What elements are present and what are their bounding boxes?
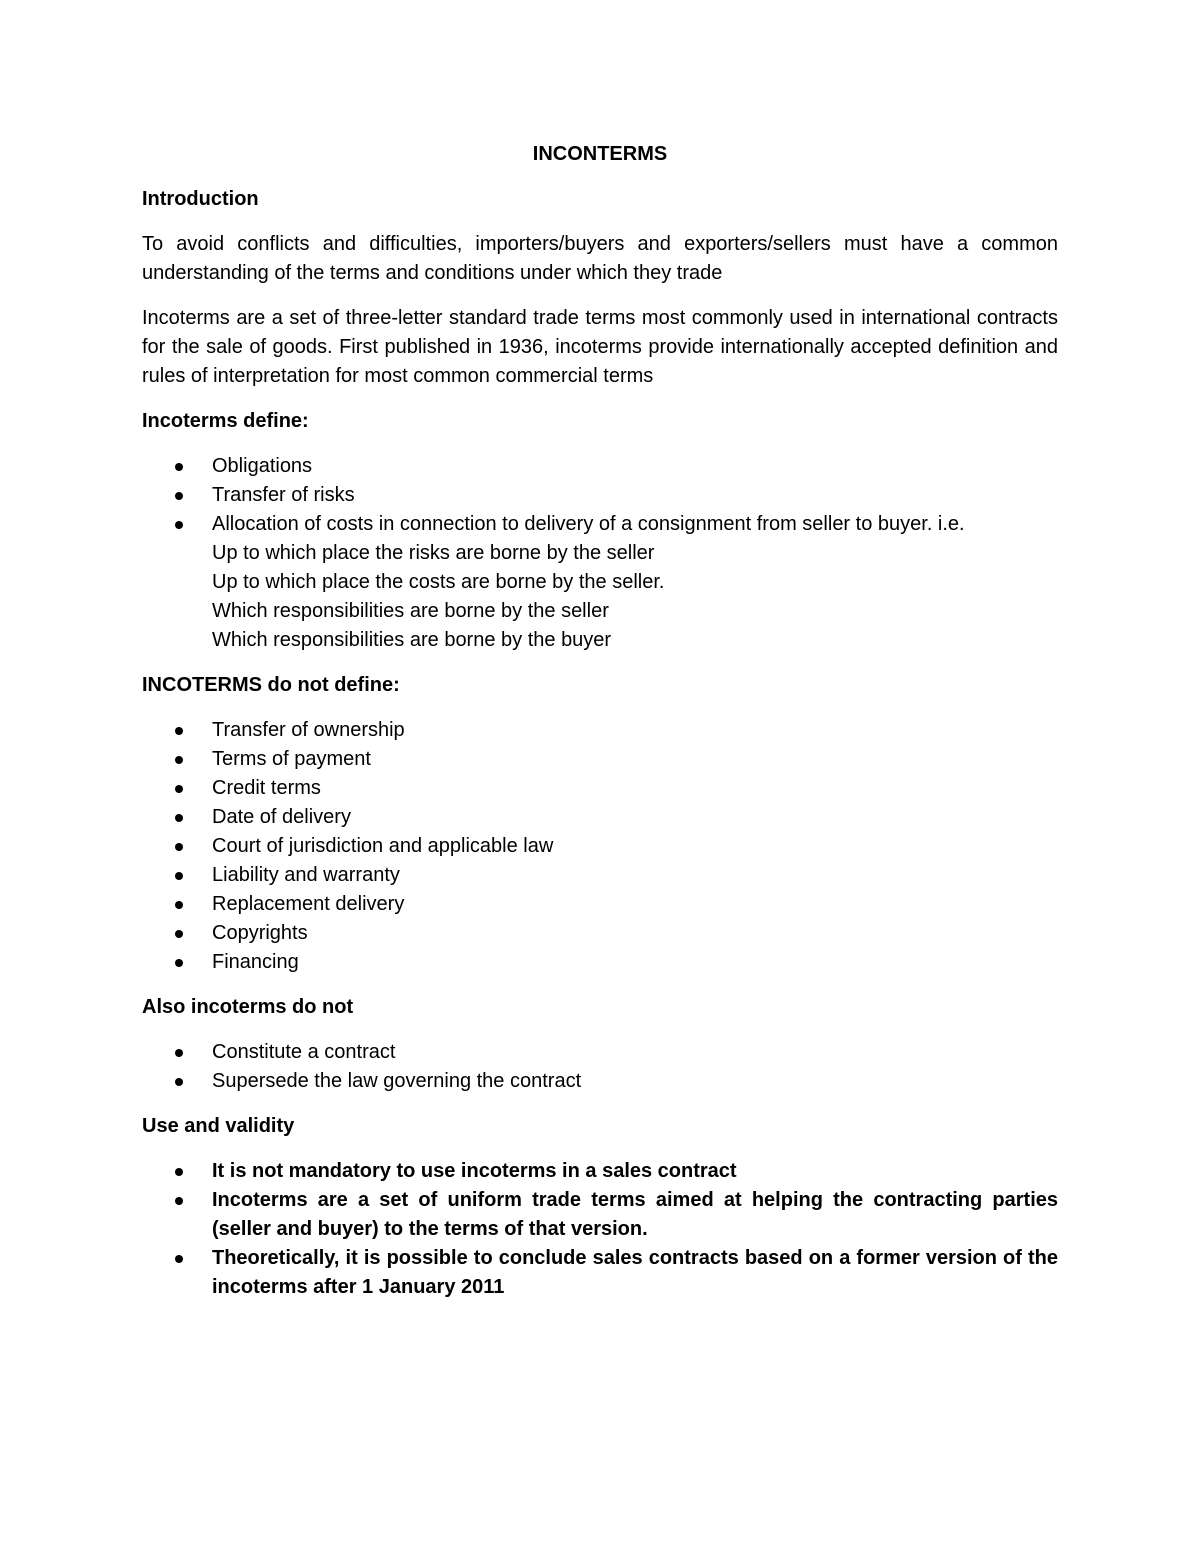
bullet-icon [175, 1078, 183, 1086]
list-item: Constitute a contract [142, 1038, 1058, 1067]
sub-line: Which responsibilities are borne by the buyer [212, 629, 612, 651]
bullet-icon [175, 521, 183, 529]
list-item: Replacement delivery [142, 890, 1058, 919]
introduction-paragraph-1: To avoid conflicts and difficulties, importers/buyers and exporters/sellers must have a common understanding of the terms and conditions under which they trade [142, 233, 1058, 284]
list-item: It is not mandatory to use incoterms in a sales contract [142, 1157, 1058, 1186]
define-list [142, 452, 1058, 655]
bullet-icon [175, 756, 183, 764]
list-item: Financing [142, 948, 1058, 977]
bullet-icon [175, 492, 183, 500]
list-item: Court of jurisdiction and applicable law [142, 832, 1058, 861]
sub-line: Up to which place the costs are borne by the seller. [212, 571, 665, 593]
bullet-icon [175, 959, 183, 967]
sub-line: Up to which place the risks are borne by the seller [212, 542, 655, 564]
bullet-icon [175, 1197, 183, 1205]
use-validity-list [142, 1157, 1058, 1302]
sub-line: Which responsibilities are borne by the seller [212, 600, 609, 622]
list-item: Transfer of ownership [142, 716, 1058, 745]
list-item: Transfer of risks [142, 481, 1058, 510]
document-title: INCONTERMS [532, 143, 668, 165]
introduction-paragraph-2: Incoterms are a set of three-letter standard trade terms most commonly used in international contracts for the sale of goods. First published in 1936, incoterms provide internationally accepted definition and rules of interpretation for most common commercial terms [142, 307, 1058, 387]
sub-list [142, 539, 1058, 655]
list-item: Terms of payment [142, 745, 1058, 774]
not-define-heading: INCOTERMS do not define: [142, 674, 400, 696]
bullet-icon [175, 901, 183, 909]
bullet-icon [175, 1168, 183, 1176]
list-item: Date of delivery [142, 803, 1058, 832]
list-item: Copyrights [142, 919, 1058, 948]
bullet-icon [175, 814, 183, 822]
bullet-icon [175, 463, 183, 471]
list-item: Theoretically, it is possible to conclude sales contracts based on a former version of the incoterms after 1 January 2011 [142, 1244, 1058, 1302]
list-item: Supersede the law governing the contract [142, 1067, 1058, 1096]
also-not-heading: Also incoterms do not [142, 996, 354, 1018]
bullet-icon [175, 930, 183, 938]
list-item: Obligations [142, 452, 1058, 481]
list-item: Liability and warranty [142, 861, 1058, 890]
bullet-icon [175, 1049, 183, 1057]
also-not-list [142, 1038, 1058, 1096]
not-define-list [142, 716, 1058, 977]
define-heading: Incoterms define: [142, 410, 309, 432]
bullet-icon [175, 785, 183, 793]
bullet-icon [175, 727, 183, 735]
bullet-icon [175, 872, 183, 880]
list-item: Incoterms are a set of uniform trade terms aimed at helping the contracting parties (seller and buyer) to the terms of that version. [142, 1186, 1058, 1244]
bullet-icon [175, 1255, 183, 1263]
list-item: Credit terms [142, 774, 1058, 803]
list-item: Allocation of costs in connection to delivery of a consignment from seller to buyer. i.e. [142, 510, 1058, 539]
document-page [142, 140, 1058, 1318]
introduction-heading: Introduction [142, 188, 259, 210]
bullet-icon [175, 843, 183, 851]
use-validity-heading: Use and validity [142, 1115, 295, 1137]
